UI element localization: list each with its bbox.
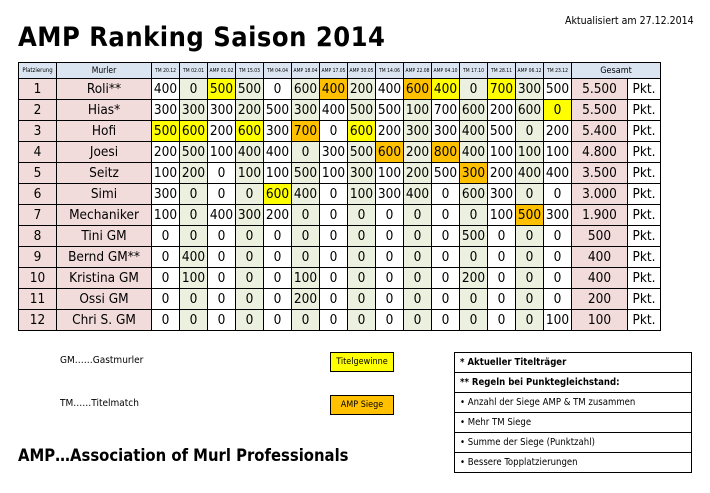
score-cell: 0 [208,310,236,331]
score-cell: 100 [264,163,292,184]
score-cell: 500 [432,163,460,184]
footer-text: AMP…Association of Murl Professionals [18,446,349,465]
score-cell: 0 [320,310,348,331]
score-cell: 200 [264,205,292,226]
score-cell: 0 [460,310,488,331]
total-cell: 4.800 [572,142,628,163]
player-name: Hias* [57,100,152,121]
score-cell: 200 [292,289,320,310]
score-cell: 300 [236,205,264,226]
score-cell: 0 [376,289,404,310]
score-cell: 300 [264,121,292,142]
score-cell: 0 [544,247,572,268]
score-cell: 0 [544,184,572,205]
score-cell: 0 [432,247,460,268]
score-cell: 300 [460,163,488,184]
player-name: Joesi [57,142,152,163]
score-cell: 0 [544,289,572,310]
score-cell: 300 [208,100,236,121]
score-cell: 0 [432,184,460,205]
player-name: Seitz [57,163,152,184]
score-cell: 0 [516,310,544,331]
total-cell: 3.500 [572,163,628,184]
score-cell: 200 [404,163,432,184]
score-cell: 200 [460,268,488,289]
score-cell: 200 [544,121,572,142]
score-cell: 0 [488,226,516,247]
unit-cell: Pkt. [628,79,661,100]
score-cell: 0 [404,205,432,226]
score-cell: 0 [432,205,460,226]
total-cell: 3.000 [572,184,628,205]
score-cell: 400 [236,142,264,163]
score-cell: 200 [404,142,432,163]
header-event: AMP 18.04 [292,63,320,79]
score-cell: 500 [292,163,320,184]
score-cell: 100 [488,205,516,226]
score-cell: 0 [320,184,348,205]
score-cell: 200 [348,79,376,100]
unit-cell: Pkt. [628,184,661,205]
score-cell: 0 [320,247,348,268]
updated-date: Aktualisiert am 27.12.2014 [565,15,694,27]
score-cell: 200 [376,121,404,142]
place-cell: 8 [19,226,57,247]
score-cell: 300 [152,100,180,121]
score-cell: 0 [180,226,208,247]
score-cell: 0 [488,289,516,310]
score-cell: 0 [152,289,180,310]
score-cell: 0 [264,79,292,100]
score-cell: 500 [208,79,236,100]
unit-cell: Pkt. [628,226,661,247]
unit-cell: Pkt. [628,142,661,163]
player-name: Chri S. GM [57,310,152,331]
unit-cell: Pkt. [628,205,661,226]
score-cell: 200 [152,142,180,163]
score-cell: 0 [516,247,544,268]
score-cell: 600 [236,121,264,142]
score-cell: 0 [152,226,180,247]
score-cell: 0 [404,268,432,289]
score-cell: 100 [208,142,236,163]
table-row [19,247,661,268]
score-cell: 0 [320,205,348,226]
unit-cell: Pkt. [628,100,661,121]
score-cell: 100 [320,163,348,184]
score-cell: 0 [320,226,348,247]
header-event: AMP 01.02 [208,63,236,79]
score-cell: 300 [152,184,180,205]
header-event: TM 28.11 [488,63,516,79]
score-cell: 0 [348,226,376,247]
score-cell: 0 [180,289,208,310]
score-cell: 0 [432,226,460,247]
score-cell: 0 [180,79,208,100]
score-cell: 0 [292,226,320,247]
score-cell: 500 [264,100,292,121]
score-cell: 100 [404,100,432,121]
score-cell: 0 [376,247,404,268]
place-cell: 5 [19,163,57,184]
score-cell: 0 [236,247,264,268]
ranking-table [18,62,661,331]
score-cell: 600 [460,100,488,121]
score-cell: 0 [236,226,264,247]
score-cell: 300 [404,121,432,142]
score-cell: 0 [348,289,376,310]
player-name: Simi [57,184,152,205]
score-cell: 0 [208,184,236,205]
score-cell: 0 [208,163,236,184]
place-cell: 12 [19,310,57,331]
total-cell: 200 [572,289,628,310]
total-cell: 400 [572,247,628,268]
score-cell: 100 [544,142,572,163]
score-cell: 400 [152,79,180,100]
score-cell: 0 [264,289,292,310]
score-cell: 700 [488,79,516,100]
table-row [19,163,661,184]
total-cell: 5.500 [572,100,628,121]
rules-box [454,352,692,473]
score-cell: 0 [516,121,544,142]
score-cell: 0 [460,247,488,268]
score-cell: 0 [516,268,544,289]
table-row [19,121,661,142]
score-cell: 300 [544,205,572,226]
total-cell: 400 [572,268,628,289]
score-cell: 700 [432,100,460,121]
score-cell: 200 [488,163,516,184]
score-cell: 500 [544,79,572,100]
rules-item: • Mehr TM Siege [455,413,692,433]
score-cell: 500 [180,142,208,163]
score-cell: 0 [292,310,320,331]
score-cell: 600 [180,121,208,142]
header-event: TM 04.04 [264,63,292,79]
total-cell: 100 [572,310,628,331]
score-cell: 200 [488,100,516,121]
unit-cell: Pkt. [628,310,661,331]
score-cell: 0 [348,205,376,226]
legend-amp-siege: AMP Siege [330,395,394,415]
score-cell: 0 [516,226,544,247]
score-cell: 100 [180,268,208,289]
header-event: TM 02.01 [180,63,208,79]
unit-cell: Pkt. [628,163,661,184]
score-cell: 100 [516,142,544,163]
score-cell: 0 [404,226,432,247]
score-cell: 400 [460,121,488,142]
score-cell: 200 [180,163,208,184]
score-cell: 300 [432,121,460,142]
score-cell: 0 [432,268,460,289]
score-cell: 600 [292,79,320,100]
header-event: AMP 22.08 [404,63,432,79]
score-cell: 100 [544,310,572,331]
score-cell: 0 [488,268,516,289]
score-cell: 0 [180,184,208,205]
total-cell: 1.900 [572,205,628,226]
score-cell: 0 [376,205,404,226]
score-cell: 0 [320,121,348,142]
score-cell: 500 [348,142,376,163]
place-cell: 6 [19,184,57,205]
header-event: AMP 17.05 [320,63,348,79]
score-cell: 100 [152,205,180,226]
header-event: AMP 30.05 [348,63,376,79]
rules-item: • Bessere Topplatzierungen [455,453,692,473]
score-cell: 0 [152,268,180,289]
score-cell: 0 [264,268,292,289]
place-cell: 2 [19,100,57,121]
score-cell: 0 [460,79,488,100]
score-cell: 0 [544,226,572,247]
table-row [19,310,661,331]
score-cell: 400 [320,79,348,100]
header-row [19,63,661,79]
score-cell: 0 [152,247,180,268]
score-cell: 100 [348,184,376,205]
score-cell: 0 [544,100,572,121]
score-cell: 600 [376,142,404,163]
score-cell: 0 [152,310,180,331]
place-cell: 11 [19,289,57,310]
score-cell: 300 [488,184,516,205]
unit-cell: Pkt. [628,289,661,310]
score-cell: 0 [460,205,488,226]
header-event: TM 15.03 [236,63,264,79]
score-cell: 0 [264,310,292,331]
score-cell: 0 [236,289,264,310]
total-cell: 5.500 [572,79,628,100]
score-cell: 500 [236,79,264,100]
score-cell: 0 [208,268,236,289]
score-cell: 600 [404,79,432,100]
player-name: Roli** [57,79,152,100]
score-cell: 0 [488,310,516,331]
score-cell: 0 [208,226,236,247]
place-cell: 4 [19,142,57,163]
header-name: Murler [57,63,152,79]
score-cell: 500 [152,121,180,142]
score-cell: 400 [292,184,320,205]
score-cell: 100 [236,163,264,184]
player-name: Kristina GM [57,268,152,289]
score-cell: 500 [348,100,376,121]
place-cell: 10 [19,268,57,289]
header-event: TM 20.12 [152,63,180,79]
header-event: TM 17.10 [460,63,488,79]
score-cell: 100 [292,268,320,289]
header-event: AMP 06.12 [516,63,544,79]
player-name: Bernd GM** [57,247,152,268]
rules-item: • Summe der Siege (Punktzahl) [455,433,692,453]
rules-heading: ** Regeln bei Punktegleichstand: [455,373,692,393]
header-total: Gesamt [572,63,661,79]
place-cell: 9 [19,247,57,268]
rules-current: * Aktueller Titelträger [455,353,692,373]
score-cell: 300 [348,163,376,184]
player-name: Ossi GM [57,289,152,310]
score-cell: 300 [320,142,348,163]
score-cell: 400 [404,184,432,205]
unit-cell: Pkt. [628,268,661,289]
rules-item: • Anzahl der Siege AMP & TM zusammen [455,393,692,413]
score-cell: 400 [208,205,236,226]
score-cell: 500 [516,205,544,226]
score-cell: 0 [264,226,292,247]
score-cell: 600 [516,100,544,121]
score-cell: 300 [292,100,320,121]
score-cell: 200 [208,121,236,142]
score-cell: 400 [544,163,572,184]
score-cell: 400 [516,163,544,184]
score-cell: 0 [544,268,572,289]
score-cell: 0 [404,289,432,310]
score-cell: 600 [460,184,488,205]
score-cell: 400 [180,247,208,268]
score-cell: 0 [376,268,404,289]
player-name: Tini GM [57,226,152,247]
header-event: AMP 04.10 [432,63,460,79]
score-cell: 300 [376,184,404,205]
score-cell: 500 [376,100,404,121]
score-cell: 0 [236,268,264,289]
place-cell: 1 [19,79,57,100]
score-cell: 0 [292,205,320,226]
table-row [19,100,661,121]
score-cell: 0 [488,247,516,268]
score-cell: 0 [516,289,544,310]
score-cell: 0 [516,184,544,205]
score-cell: 100 [488,142,516,163]
header-event: TM 23.12 [544,63,572,79]
table-row [19,289,661,310]
unit-cell: Pkt. [628,247,661,268]
score-cell: 0 [348,310,376,331]
score-cell: 0 [264,247,292,268]
score-cell: 0 [460,289,488,310]
player-name: Hofi [57,121,152,142]
legend-gm: GM……Gastmurler [60,355,144,366]
score-cell: 400 [432,79,460,100]
score-cell: 400 [376,79,404,100]
score-cell: 500 [460,226,488,247]
score-cell: 0 [236,310,264,331]
score-cell: 600 [264,184,292,205]
total-cell: 5.400 [572,121,628,142]
header-event: TM 14.06 [376,63,404,79]
score-cell: 200 [236,100,264,121]
score-cell: 0 [348,247,376,268]
table-row [19,184,661,205]
table-row [19,268,661,289]
score-cell: 100 [152,163,180,184]
score-cell: 600 [348,121,376,142]
total-cell: 500 [572,226,628,247]
score-cell: 0 [180,310,208,331]
table-row [19,79,661,100]
score-cell: 0 [236,184,264,205]
unit-cell: Pkt. [628,121,661,142]
score-cell: 0 [320,289,348,310]
score-cell: 0 [404,310,432,331]
score-cell: 0 [208,247,236,268]
table-row [19,205,661,226]
score-cell: 0 [292,247,320,268]
score-cell: 0 [292,142,320,163]
place-cell: 3 [19,121,57,142]
score-cell: 0 [404,247,432,268]
score-cell: 400 [264,142,292,163]
score-cell: 300 [180,100,208,121]
score-cell: 0 [376,310,404,331]
score-cell: 0 [348,268,376,289]
score-cell: 500 [488,121,516,142]
score-cell: 0 [376,226,404,247]
score-cell: 100 [376,163,404,184]
player-name: Mechaniker [57,205,152,226]
score-cell: 0 [432,310,460,331]
header-placement: Platzierung [19,63,57,79]
score-cell: 400 [320,100,348,121]
score-cell: 400 [460,142,488,163]
score-cell: 0 [432,289,460,310]
score-cell: 700 [292,121,320,142]
page-title: AMP Ranking Saison 2014 [18,22,386,53]
score-cell: 300 [516,79,544,100]
legend-titelgewinne: Titelgewinne [330,352,394,372]
score-cell: 0 [180,205,208,226]
score-cell: 800 [432,142,460,163]
table-row [19,142,661,163]
legend-tm: TM……Titelmatch [60,398,139,409]
table-row [19,226,661,247]
place-cell: 7 [19,205,57,226]
score-cell: 0 [320,268,348,289]
score-cell: 0 [208,289,236,310]
